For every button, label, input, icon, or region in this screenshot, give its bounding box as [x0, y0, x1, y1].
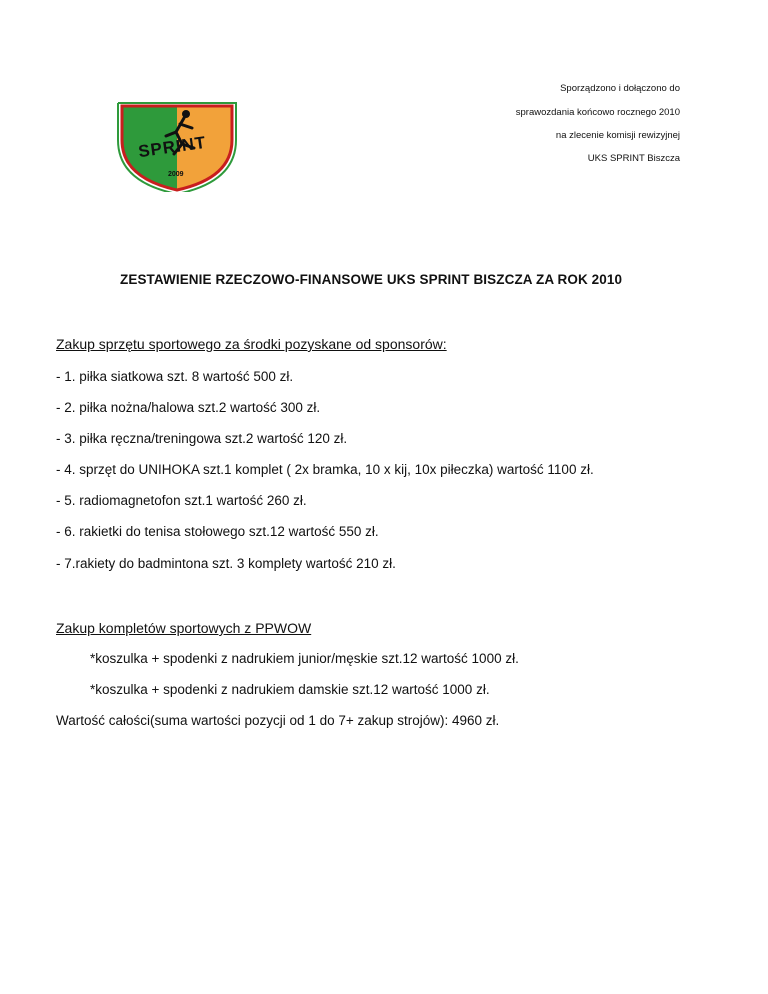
header-note-line: sprawozdania końcowo rocznego 2010	[515, 107, 680, 118]
kit-item: *koszulka + spodenki z nadrukiem damskie szt.12 wartość 1000 zł.	[90, 682, 490, 697]
list-item: - 3. piłka ręczna/treningowa szt.2 wartość 120 zł.	[56, 431, 348, 446]
document-title: ZESTAWIENIE RZECZOWO-FINANSOWE UKS SPRINT BISZCZA ZA ROK 2010	[120, 272, 623, 287]
logo-text: SPRINT	[137, 132, 208, 162]
header-note-line: na zlecenie komisji rewizyjnej	[555, 130, 680, 141]
list-item: - 5. radiomagnetofon szt.1 wartość 260 zł.	[56, 493, 307, 508]
list-item: - 6. rakietki do tenisa stołowego szt.12 wartość 550 zł.	[56, 524, 379, 539]
header-note-line: Sporządzono i dołączono do	[560, 83, 680, 94]
header-note-line: UKS SPRINT Biszcza	[587, 153, 680, 164]
list-item: - 7.rakiety do badmintona szt. 3 komplety wartość 210 zł.	[56, 556, 396, 571]
logo-year: 2009	[168, 171, 184, 178]
section-heading-equipment: Zakup sprzętu sportowego za środki pozyskane od sponsorów:	[56, 336, 447, 352]
list-item: - 2. piłka nożna/halowa szt.2 wartość 300 zł.	[56, 400, 321, 415]
club-logo	[116, 100, 238, 192]
list-item: - 1. piłka siatkowa szt. 8 wartość 500 zł.	[56, 369, 294, 384]
section-heading-kits: Zakup kompletów sportowych z PPWOW	[56, 620, 312, 636]
list-item: - 4. sprzęt do UNIHOKA szt.1 komplet ( 2x bramka, 10 x kij, 10x piłeczka) wartość 1100 zł.	[56, 462, 594, 477]
total-value: Wartość całości(suma wartości pozycji od 1 do 7+ zakup strojów): 4960 zł.	[56, 713, 500, 728]
club-logo-graphic	[116, 100, 238, 192]
kit-item: *koszulka + spodenki z nadrukiem junior/męskie szt.12 wartość 1000 zł.	[90, 651, 519, 666]
